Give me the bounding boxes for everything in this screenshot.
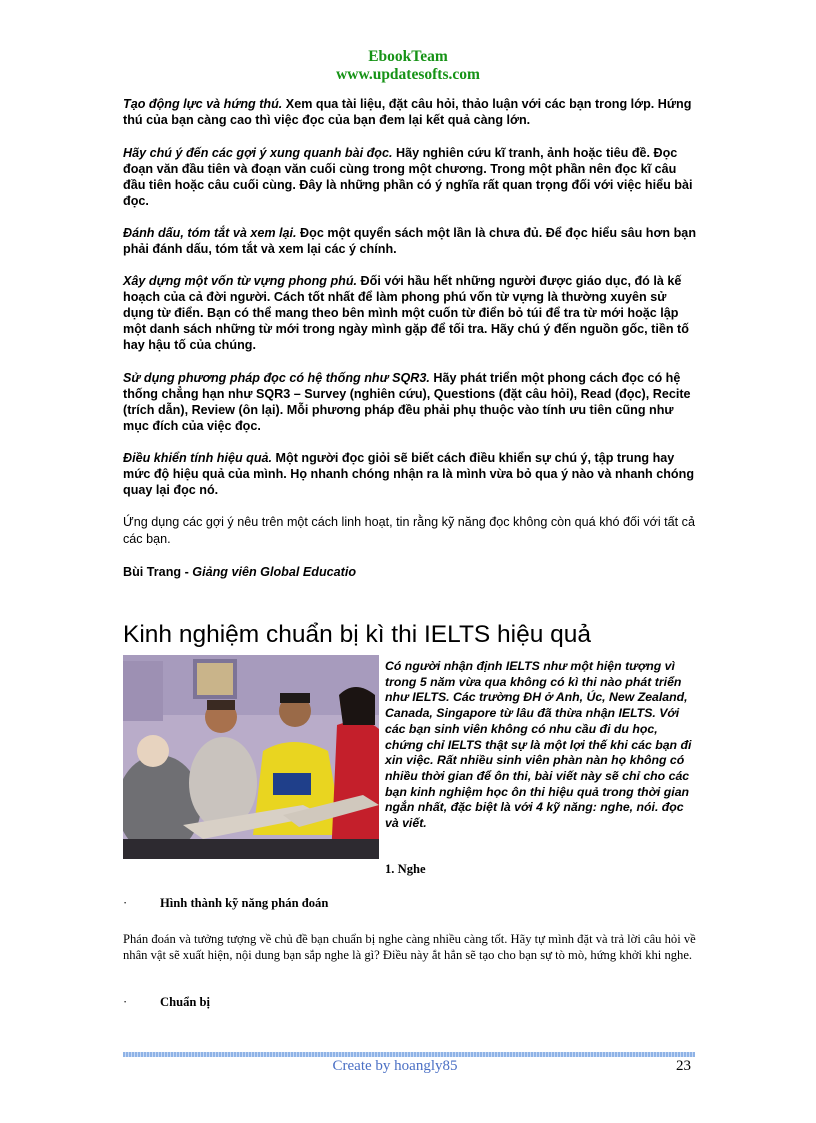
tip-lead: Xây dựng một vốn từ vựng phong phú. [123, 274, 358, 288]
tip-lead: Hãy chú ý đến các gợi ý xung quanh bài đọc. [123, 146, 393, 160]
conclusion-paragraph: Ứng dụng các gợi ý nêu trên một cách linh hoạt, tin rằng kỹ năng đọc không còn quá khó đối với tất cả các bạn. [123, 515, 695, 546]
bullet-item-preparation [123, 995, 211, 1010]
footer-credit: Create by hoangly85 [332, 1058, 458, 1074]
tip-lead: Sử dụng phương pháp đọc có hệ thống như SQR3. [123, 371, 430, 385]
students-photo [123, 655, 379, 859]
tip-body: Đối với hầu hết những người được giáo dục, đó là kế hoạch của cả đời người. Cách tốt nhất để làm phong phú vốn từ vựng là thường xuyên sử dụng từ điển. Bạn có thể mang theo bên mình một cuốn từ điển bỏ túi để tra từ mới hoặc lập một danh sách những từ mới trong ngày mình gặp để tối tra. Hãy chú ý đến nguồn gốc, tiền tố hay hậu tố của chúng. [123, 274, 689, 352]
article-title: Kinh nghiệm chuẩn bị kì thi IELTS hiệu quả [123, 621, 592, 648]
tip-paragraph-hints [123, 145, 698, 209]
tip-body: Hãy phát triển một phong cách đọc có hệ thống chẳng hạn như SQR3 – Survey (nghiên cứu), Questions (đặt câu hỏi), Read (đọc), Recite (trích dẫn), Review (ôn lại). Mỗi phương pháp đều phải phụ thuộc vào tính ưu tiên cũng như mục đích của việc đọc. [123, 371, 691, 433]
tip-paragraph-sqr3 [123, 370, 698, 434]
section-heading-listening: 1. Nghe [385, 862, 426, 876]
page-number: 23 [676, 1058, 691, 1074]
tip-paragraph-review [123, 225, 698, 257]
bullet-label: Chuẩn bị [160, 995, 211, 1009]
author-line [123, 564, 698, 581]
author-name: Bùi Trang [123, 565, 182, 579]
bullet-item-prediction [123, 896, 329, 911]
tip-paragraph-motivation [123, 96, 698, 128]
bullet-mark: · [123, 995, 128, 1009]
tip-body: Một người đọc giỏi sẽ biết cách điều khiển sự chú ý, tập trung hay mức độ hiệu quả của mình. Họ nhanh chóng nhận ra là mình vừa bỏ qua ý nào và nhanh chóng quay lại đọc nó. [123, 451, 695, 497]
author-separator: - [181, 565, 193, 579]
article-intro: Có người nhận định IELTS như một hiện tượng vì trong 5 năm vừa qua không có kì thi nào phát triển như IELTS. Các trường ĐH ở Anh, Úc, New Zealand, Canada, Singapore từ lâu đã thừa nhận IELTS. Với các bạn sinh viên không có nhu cầu đi du học, chứng chỉ IELTS thật sự là một lợi thế khi các bạn đi xin việc. Rất nhiều sinh viên phàn nàn họ không có nhiều thời gian để ôn thi, bài viết này sẽ chỉ cho các bạn kinh nghiệm học ôn thi hiệu quả trong thời gian ngắn nhất, đặc biệt là với 4 kỹ năng: nghe, nói. đọc và viết. [385, 659, 692, 831]
tip-lead: Đánh dấu, tóm tắt và xem lại. [123, 226, 297, 240]
tip-paragraph-efficiency [123, 450, 698, 498]
footer-divider [123, 1052, 695, 1057]
prediction-paragraph: Phán đoán và tưởng tượng về chủ đề bạn chuẩn bị nghe càng nhiều càng tốt. Hãy tự mình đặt và trả lời câu hỏi về nhân vật sẽ xuất hiện, nội dung bạn sắp nghe là gì? Điều này ắt hẳn sẽ tạo cho bạn sự tò mò, hứng khởi khi nghe. [123, 932, 696, 963]
header-url: www.updatesofts.com [336, 66, 480, 83]
tip-paragraph-vocabulary [123, 273, 698, 353]
header-title: EbookTeam [368, 48, 448, 65]
bullet-label: Hình thành kỹ năng phán đoán [160, 896, 329, 910]
tip-lead: Điều khiển tính hiệu quả. [123, 451, 273, 465]
tip-body: Đọc một quyển sách một lần là chưa đủ. Để đọc hiểu sâu hơn bạn phải đánh dấu, tóm tắt và xem lại các ý chính. [123, 226, 697, 256]
tip-lead: Tạo động lực và hứng thú. [123, 97, 283, 111]
page-header [0, 48, 816, 84]
tip-body: Hãy nghiên cứu kĩ tranh, ảnh hoặc tiêu đề. Đọc đoạn văn đầu tiên và đoạn văn cuối cùng trong một chương. Trong một phần nên đọc kĩ câu đầu tiên hoặc câu cuối cùng. Đây là những phần có ý nghĩa rất quan trọng đối với việc hiểu bài đọc. [123, 146, 693, 208]
tip-body: Xem qua tài liệu, đặt câu hỏi, thảo luận với các bạn trong lớp. Hứng thú của bạn càng cao thì việc đọc của bạn đem lại kết quả càng lớn. [123, 97, 692, 127]
author-role: Giảng viên Global Educatio [192, 565, 357, 579]
bullet-mark: · [123, 896, 128, 910]
